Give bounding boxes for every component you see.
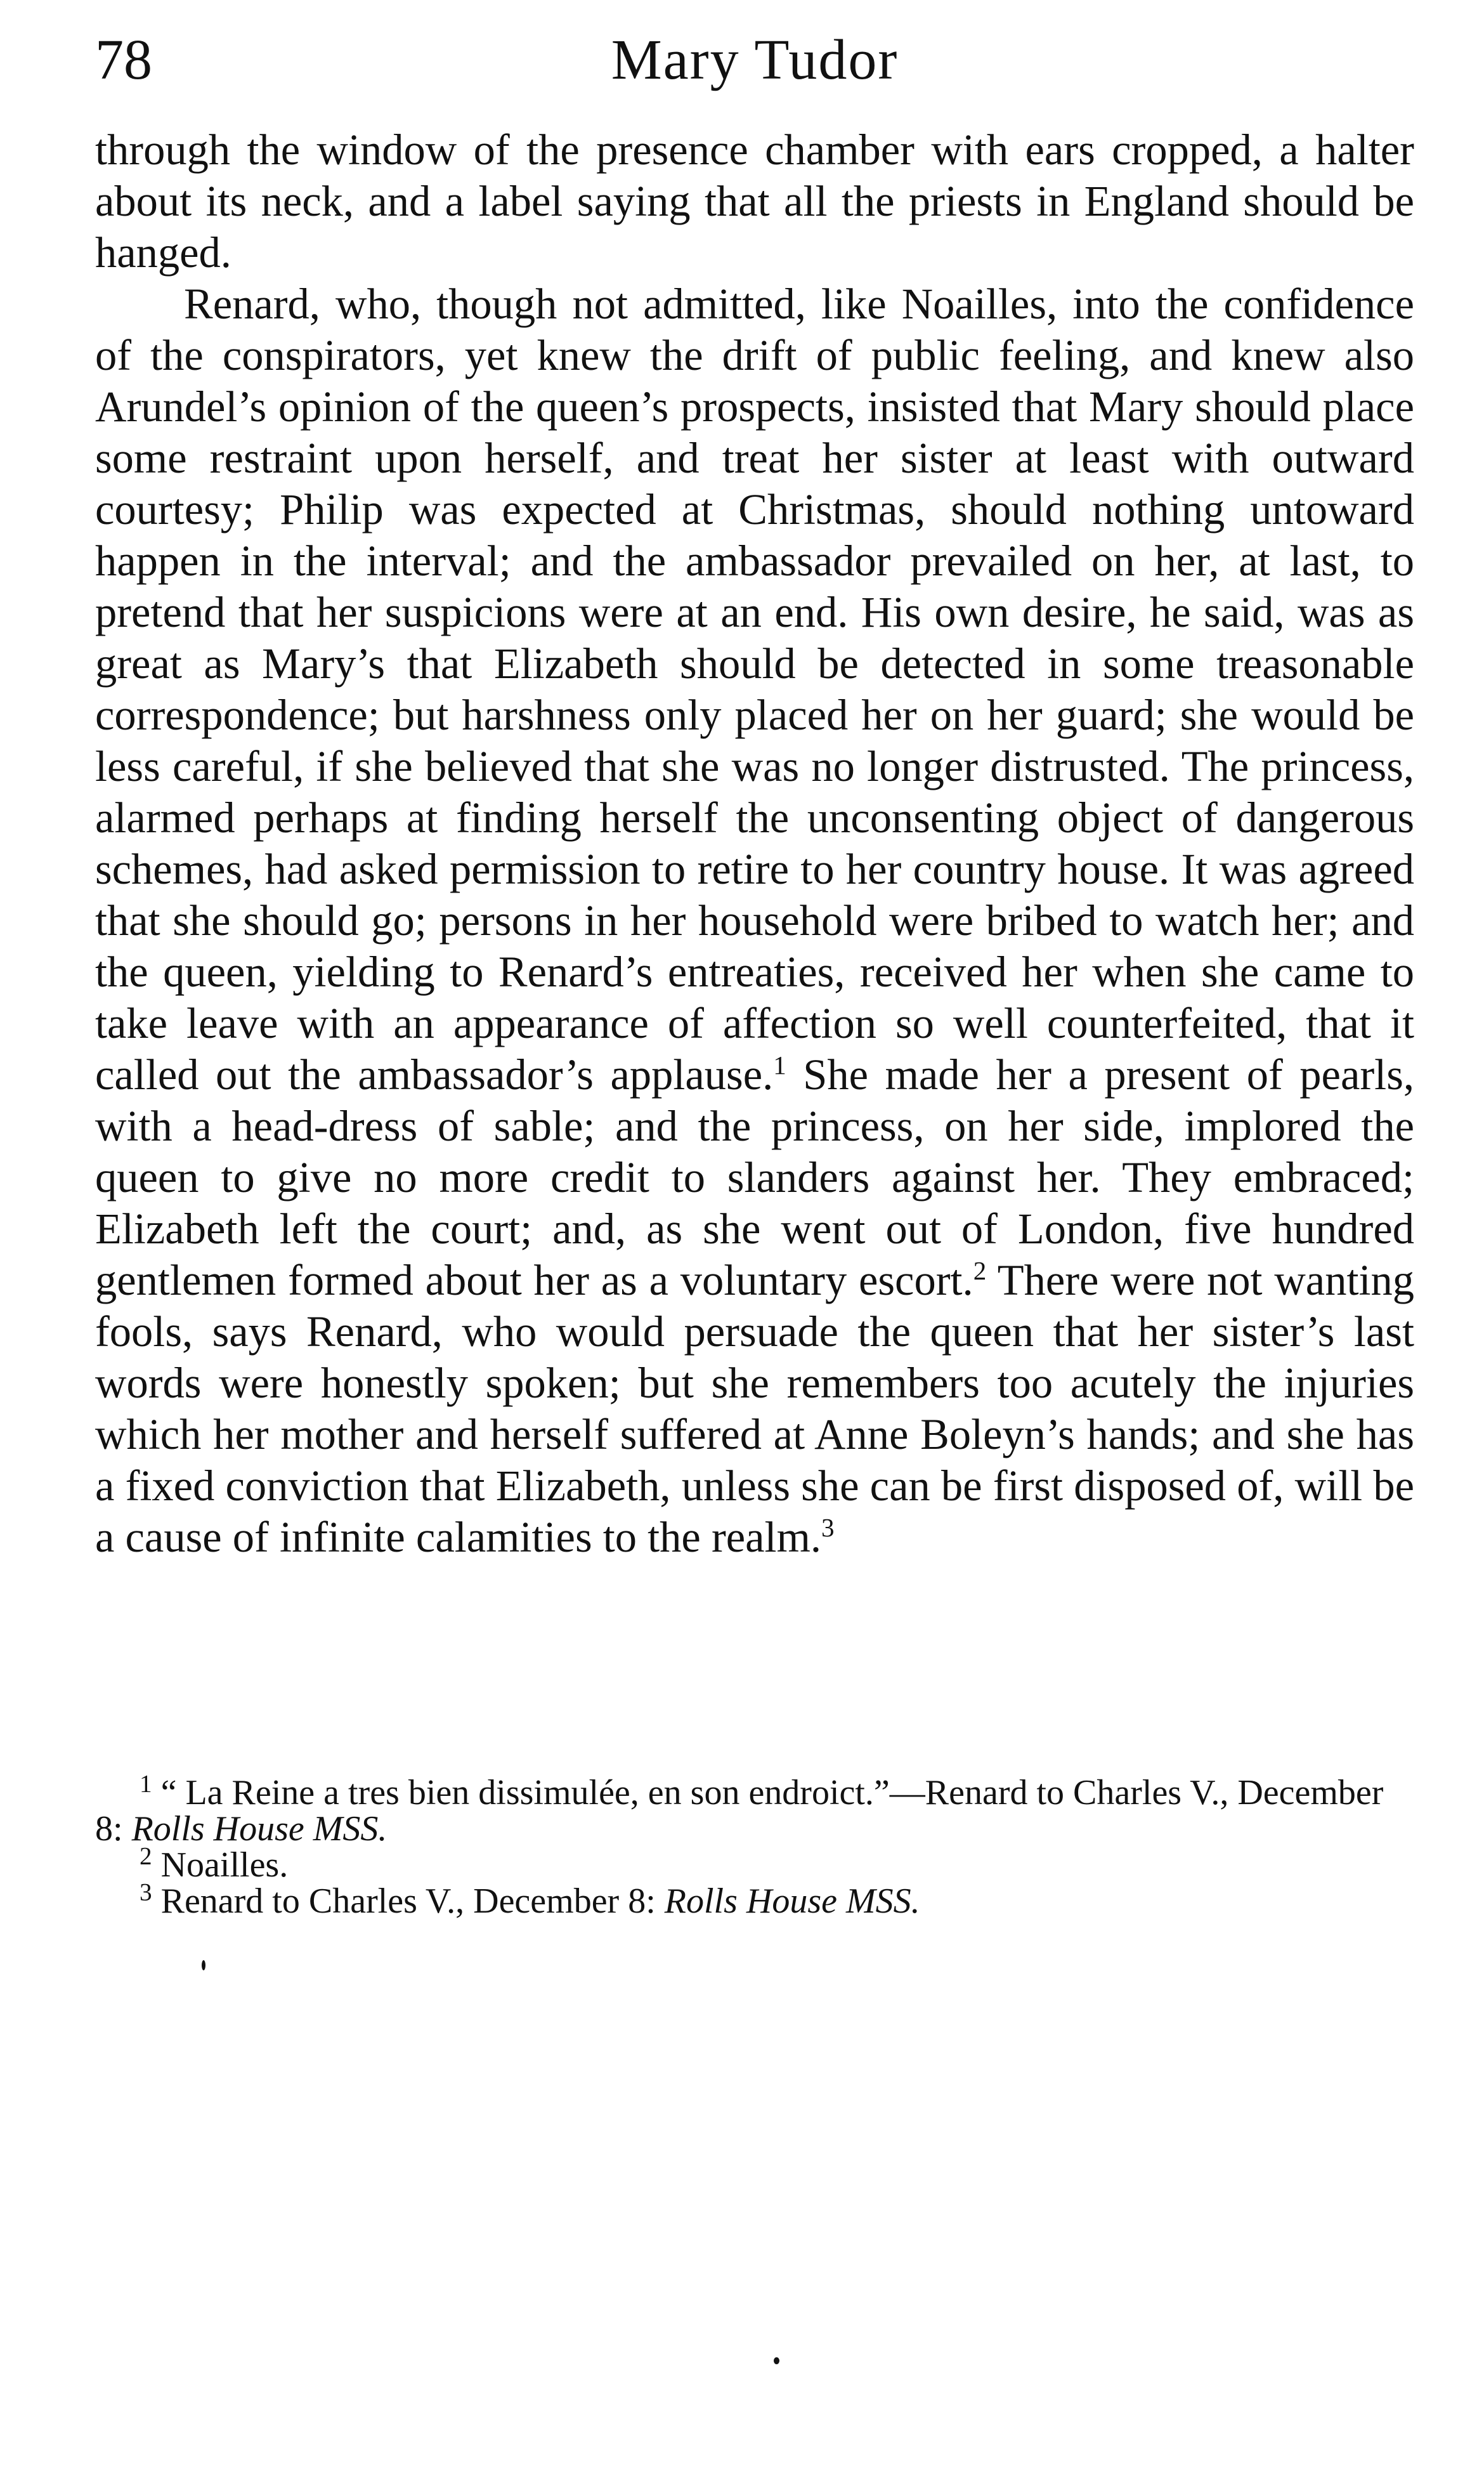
paragraph-text: There were not wanting fools, says Renard, who would persuade the queen that her sister’s last words were honestly spoken; but she remembers too acutely the injuries which her mother and herself suffered at Anne Boleyn’s hands; and she has a fixed conviction that Elizabeth, unless she can be first disposed of, will be a cause of infinite calamities to the realm. [95, 1256, 1415, 1561]
paragraph-renard [95, 278, 1414, 1563]
footnote-text: “ La Reine a tres bien dissimulée, en son endroict.”—Renard to Charles V., December 8: [95, 1773, 1384, 1849]
footnote-marker: 3 [140, 1878, 152, 1906]
running-title: Mary Tudor [611, 29, 899, 91]
paragraph-text: Renard, who, though not admitted, like Noailles, into the confidence of the conspirators, yet knew the drift of public feeling, and knew also Arundel’s opinion of the queen’s prospects, insisted that Mary should place some restraint upon herself, and treat her sister at least with outward courtesy; Philip was expected at Christmas, should nothing untoward happen in the interval; and the ambassador prevailed on her, at last, to pretend that her suspicions were at an end. His own desire, he said, was as great as Mary’s that Elizabeth should be detected in some treasonable correspondence; but harshness only placed her on her guard; she would be less careful, if she believed that she was no longer distrusted. The princess, alarmed perhaps at finding herself the unconsenting object of dangerous schemes, had asked permission to retire to her country house. It was agreed that she should go; persons in her household were bribed to watch her; and the queen, yielding to Renard’s entreaties, received her when she came to take leave with an appearance of affection so well counterfeited, that it called out the ambassador’s applause. [95, 280, 1414, 1099]
ink-speck [774, 2357, 779, 2364]
footnote-ref: 3 [821, 1513, 835, 1543]
footnote-marker: 1 [140, 1770, 152, 1798]
footnote [95, 1878, 1414, 1921]
footnote-text: Noailles. [152, 1845, 289, 1885]
paragraph-continued: through the window of the presence chamber with ears cropped, a halter about its neck, and a label saying that all the priests in England should be hanged. [95, 126, 1414, 277]
footnote [95, 1842, 1414, 1885]
footnote-ref: 1 [773, 1050, 786, 1080]
body-text [95, 124, 1414, 1563]
paragraph-text: She made her a present of pearls, with a head-dress of sable; and the princess, on her side, implored the queen to give no more credit to slanders against her. They embraced; Elizabeth left the court; and, as she went out of London, five hundred gentlemen formed about her as a voluntary escort. [95, 1050, 1414, 1304]
footnote-source: Rolls House MSS. [664, 1882, 920, 1921]
footnote-text: Renard to Charles V., December 8: [152, 1882, 665, 1921]
footnote-ref: 2 [973, 1256, 987, 1286]
page-number: 78 [95, 29, 152, 91]
ink-speck [202, 1960, 205, 1970]
footnotes [95, 1770, 1414, 1921]
page-header [95, 25, 1414, 101]
footnote-source: Rolls House MSS. [131, 1809, 387, 1849]
footnote [95, 1770, 1414, 1849]
footnote-marker: 2 [140, 1842, 152, 1870]
